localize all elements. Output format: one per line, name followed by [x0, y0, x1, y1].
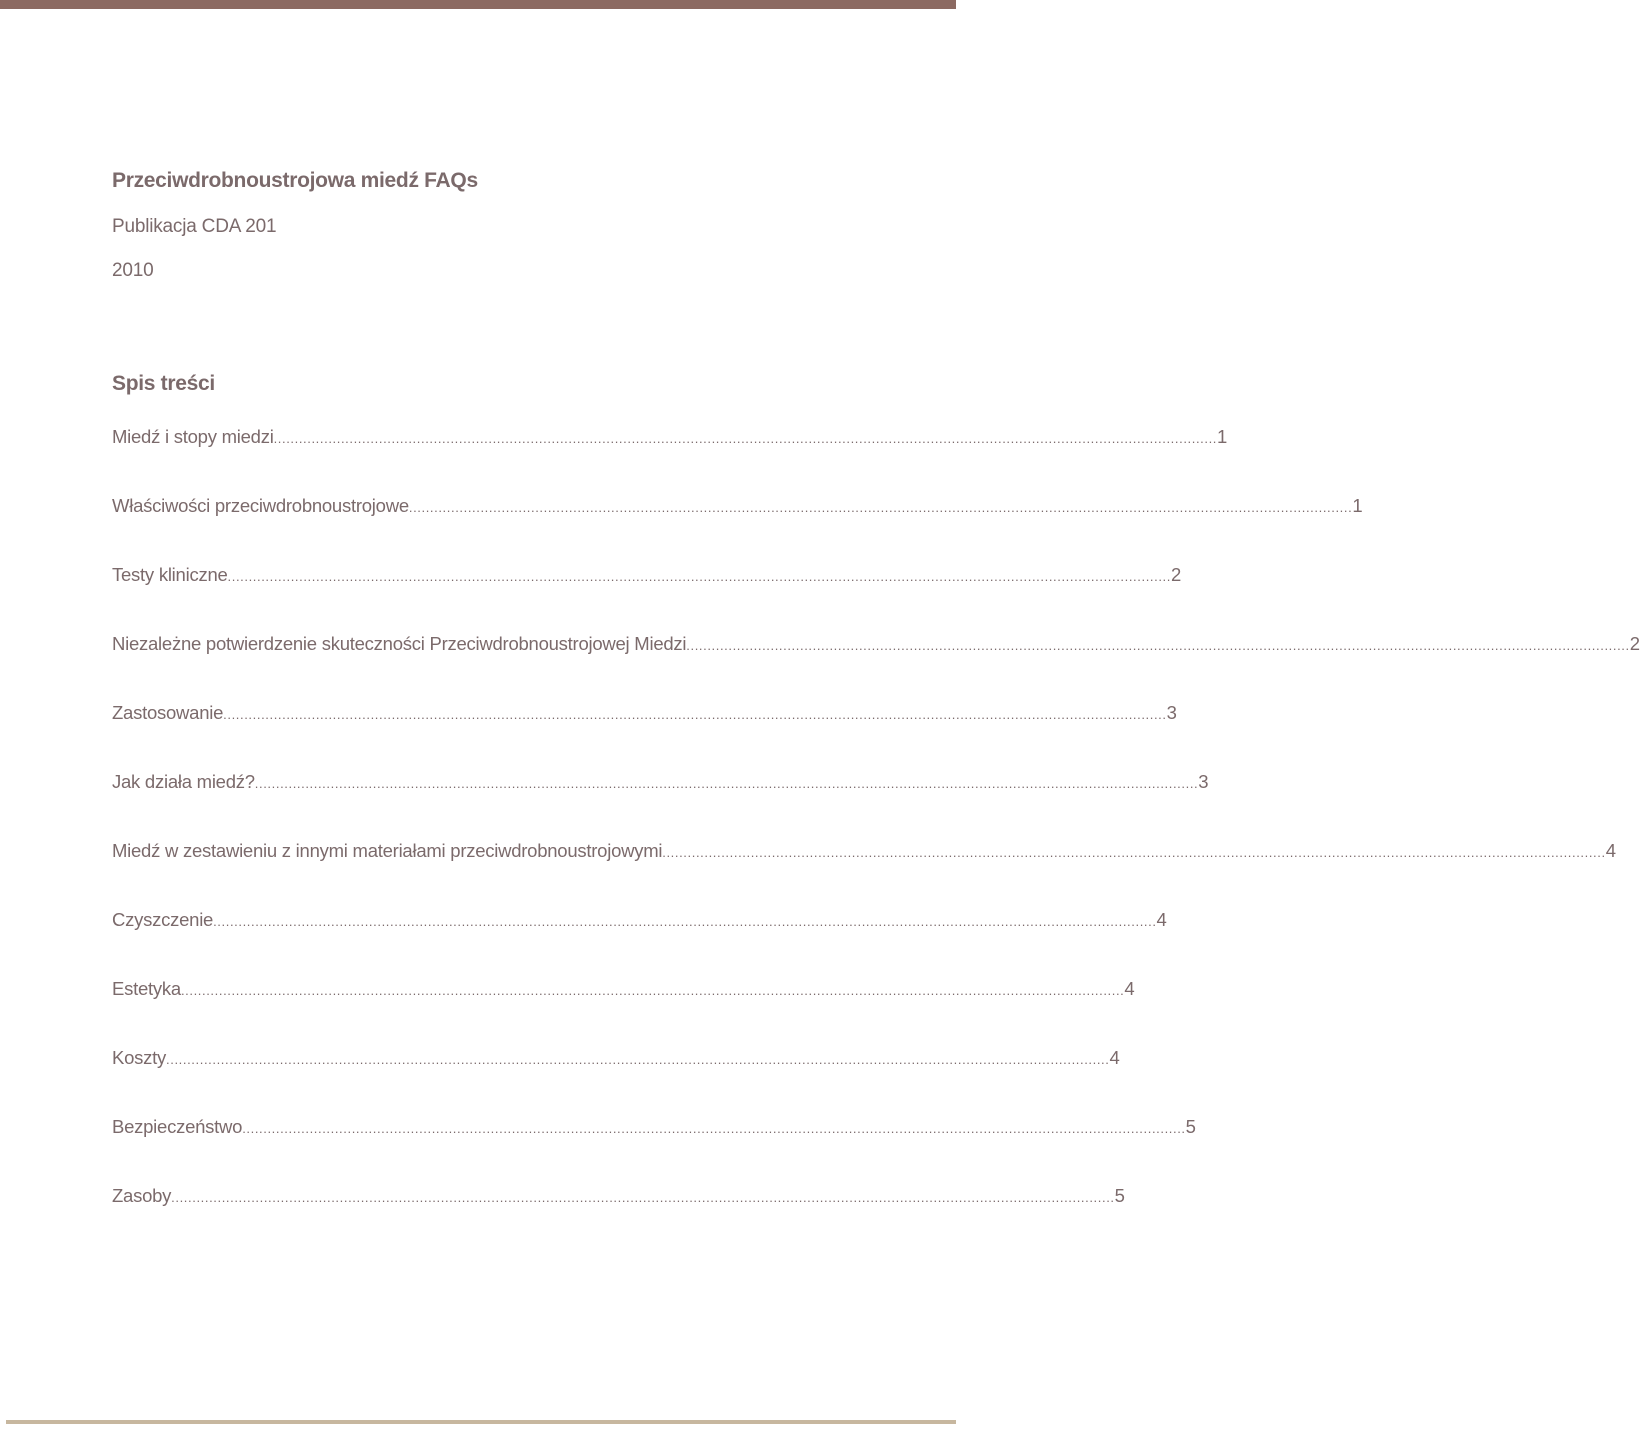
toc-leader-dots: ................................................................................................................................................................................................................................: [273, 431, 1218, 446]
toc-entry-label: Jak działa miedź?: [112, 771, 255, 792]
toc-leader-dots: ................................................................................................................................................................................................................................: [213, 914, 1157, 929]
toc-entry[interactable]: [112, 1115, 1196, 1184]
toc-leader-dots: ................................................................................................................................................................................................................................: [662, 845, 1606, 860]
toc-page-number: 3: [1198, 771, 1209, 792]
toc-entry[interactable]: [112, 977, 1135, 1046]
top-rule: [0, 0, 956, 9]
toc-leader-dots: ................................................................................................................................................................................................................................: [166, 1052, 1110, 1067]
bottom-rule: [6, 1420, 956, 1424]
toc-leader-dots: ................................................................................................................................................................................................................................: [171, 1190, 1115, 1205]
toc-entry-label: Miedź i stopy miedzi: [112, 426, 274, 447]
document-title: Przeciwdrobnoustrojowa miedź FAQs: [112, 169, 478, 192]
toc-heading: Spis treści: [112, 372, 215, 395]
toc-entry[interactable]: [112, 494, 1363, 563]
toc-entry-label: Estetyka: [112, 978, 181, 999]
toc-entry-label: Właściwości przeciwdrobnoustrojowe: [112, 495, 409, 516]
publication-year: 2010: [112, 260, 154, 281]
toc-leader-dots: ................................................................................................................................................................................................................................: [408, 500, 1353, 515]
toc-entry-label: Zastosowanie: [112, 702, 224, 723]
toc-entry-label: Bezpieczeństwo: [112, 1116, 243, 1137]
toc-entry-label: Czyszczenie: [112, 909, 214, 930]
toc-entry[interactable]: [112, 632, 1640, 701]
toc-page-number: 1: [1352, 495, 1363, 516]
toc-page-number: 4: [1124, 978, 1135, 999]
toc-entry-label: Zasoby: [112, 1185, 172, 1206]
table-of-contents: [112, 425, 1640, 1253]
toc-page-number: 4: [1109, 1047, 1120, 1068]
toc-page-number: 4: [1156, 909, 1167, 930]
toc-leader-dots: ................................................................................................................................................................................................................................: [254, 776, 1199, 791]
toc-entry-label: Miedź w zestawieniu z innymi materiałami przeciwdrobnoustrojowymi: [112, 840, 663, 861]
toc-entry[interactable]: [112, 908, 1167, 977]
toc-leader-dots: ................................................................................................................................................................................................................................: [227, 569, 1171, 584]
toc-leader-dots: ................................................................................................................................................................................................................................: [180, 983, 1125, 998]
toc-page-number: 4: [1605, 840, 1616, 861]
toc-leader-dots: ................................................................................................................................................................................................................................: [223, 707, 1167, 722]
toc-leader-dots: ................................................................................................................................................................................................................................: [242, 1121, 1186, 1136]
toc-entry[interactable]: [112, 1184, 1125, 1253]
toc-entry-label: Niezależne potwierdzenie skuteczności Przeciwdrobnoustrojowej Miedzi: [112, 633, 687, 654]
toc-page-number: 5: [1185, 1116, 1196, 1137]
toc-page-number: 2: [1629, 633, 1640, 654]
publication-number: Publikacja CDA 201: [112, 216, 277, 237]
toc-entry[interactable]: [112, 563, 1182, 632]
toc-entry-label: Koszty: [112, 1047, 167, 1068]
toc-page-number: 3: [1166, 702, 1177, 723]
toc-page-number: 1: [1217, 426, 1228, 447]
toc-page-number: 5: [1114, 1185, 1125, 1206]
toc-page-number: 2: [1170, 564, 1182, 585]
toc-entry[interactable]: [112, 770, 1209, 839]
toc-entry[interactable]: [112, 425, 1228, 494]
toc-entry[interactable]: [112, 1046, 1120, 1115]
toc-leader-dots: ................................................................................................................................................................................................................................: [686, 638, 1630, 653]
toc-entry-label: Testy kliniczne: [112, 564, 228, 585]
toc-entry[interactable]: [112, 839, 1616, 908]
toc-entry[interactable]: [112, 701, 1177, 770]
